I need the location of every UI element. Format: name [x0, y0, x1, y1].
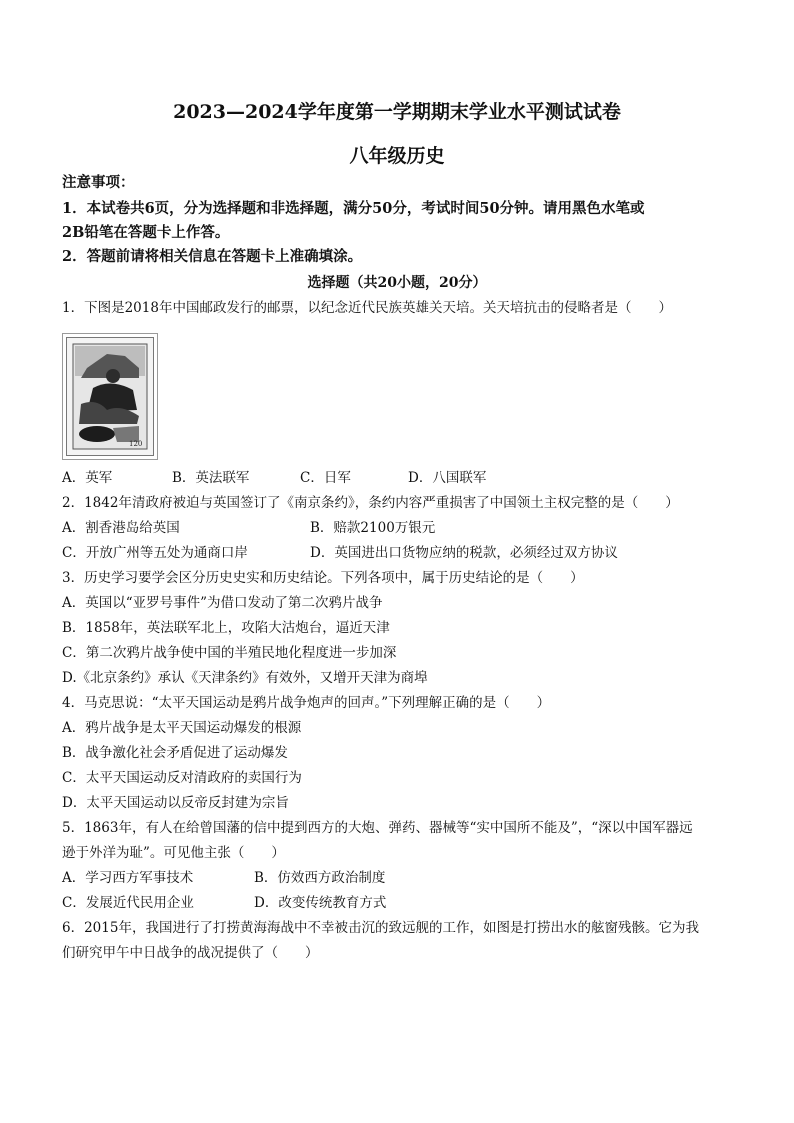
q3-option-b[interactable]: B．1858年，英法联军北上，攻陷大沽炮台，逼近天津	[62, 620, 390, 636]
question-2-stem: 2．1842年清政府被迫与英国签订了《南京条约》，条约内容严重损害了中国领土主权完整的是（ ）	[62, 495, 679, 511]
stamp-denomination: 120	[129, 440, 143, 448]
q2-option-b[interactable]: B．赔款2100万银元	[310, 520, 436, 536]
question-6-stem-line-1: 6．2015年，我国进行了打捞黄海海战中不幸被击沉的致远舰的工作，如图是打捞出水的舷窗残骸。它为我	[62, 920, 699, 936]
q5-option-d[interactable]: D．改变传统教育方式	[254, 895, 387, 911]
q3-option-d[interactable]: D.《北京条约》承认《天津条约》有效外，又增开天津为商埠	[62, 670, 428, 686]
exam-title: 2023—2024学年度第一学期期末学业水平测试试卷	[173, 101, 621, 123]
notes-heading: 注意事项：	[62, 174, 135, 191]
note-item-1-line-1: 1．本试卷共6页，分为选择题和非选择题，满分50分，考试时间50分钟。请用黑色水笔或	[62, 200, 645, 217]
q5-option-b[interactable]: B．仿效西方政治制度	[254, 870, 386, 886]
q3-option-a[interactable]: A．英国以“亚罗号事件”为借口发动了第二次鸦片战争	[62, 595, 383, 611]
q2-option-a[interactable]: A．割香港岛给英国	[62, 520, 180, 536]
q4-option-d[interactable]: D．太平天国运动以反帝反封建为宗旨	[62, 795, 289, 811]
question-5-stem-line-2: 逊于外洋为耻”。可见他主张（ ）	[62, 845, 285, 861]
q4-option-c[interactable]: C．太平天国运动反对清政府的卖国行为	[62, 770, 302, 786]
q2-option-d[interactable]: D．英国进出口货物应纳的税款，必须经过双方协议	[310, 545, 618, 561]
question-5-stem-line-1: 5．1863年，有人在给曾国藩的信中提到西方的大炮、弹药、器械等“实中国所不能及”，“深以中国军器远	[62, 820, 693, 836]
q5-option-a[interactable]: A．学习西方军事技术	[62, 870, 194, 886]
q1-option-c[interactable]: C．日军	[300, 470, 351, 486]
section-title: 选择题（共20小题，20分）	[307, 275, 487, 291]
stamp-image	[66, 337, 154, 456]
question-6-stem-line-2: 们研究甲午中日战争的战况提供了（ ）	[62, 945, 319, 961]
note-item-1-line-2: 2B铅笔在答题卡上作答。	[62, 224, 230, 241]
q4-option-b[interactable]: B．战争激化社会矛盾促进了运动爆发	[62, 745, 288, 761]
question-4-stem: 4．马克思说：“太平天国运动是鸦片战争炮声的回声。”下列理解正确的是（ ）	[62, 695, 551, 711]
exam-subject: 八年级历史	[349, 145, 445, 167]
question-1-stem: 1．下图是2018年中国邮政发行的邮票，以纪念近代民族英雄关天培。关天培抗击的侵略者是（ ）	[62, 300, 672, 316]
q3-option-c[interactable]: C．第二次鸦片战争使中国的半殖民地化程度进一步加深	[62, 645, 397, 661]
q1-option-d[interactable]: D．八国联军	[408, 470, 487, 486]
note-item-2: 2．答题前请将相关信息在答题卡上准确填涂。	[62, 248, 363, 265]
q5-option-c[interactable]: C．发展近代民用企业	[62, 895, 194, 911]
question-3-stem: 3．历史学习要学会区分历史史实和历史结论。下列各项中，属于历史结论的是（ ）	[62, 570, 584, 586]
q1-option-b[interactable]: B．英法联军	[172, 470, 250, 486]
q4-option-a[interactable]: A．鸦片战争是太平天国运动爆发的根源	[62, 720, 302, 736]
q1-option-a[interactable]: A．英军	[62, 470, 113, 486]
q2-option-c[interactable]: C．开放广州等五处为通商口岸	[62, 545, 248, 561]
